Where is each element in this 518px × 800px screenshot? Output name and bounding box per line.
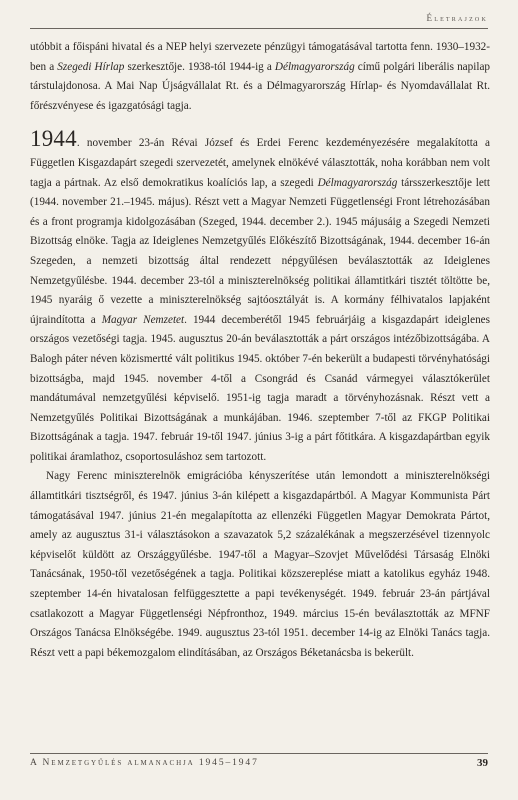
p1-italic-1: Szegedi Hírlap (57, 60, 125, 73)
paragraph-1 (30, 38, 490, 116)
p1-text-2: szerkesztője. 1938-tól 1944-ig a (124, 60, 275, 73)
p2-text-3: . 1944 decemberétől 1945 februárjáig a kisgazdapárt ideiglenes országos vezetőségi tagja. 1945. augusztus 20-án beválasztották a párt országos intézőbizottságába. A Balogh páter néven közismertté vált politikus 1945. október 7-én bekerült a budapesti törvényhatósági bizottságba, majd 1945. november 4-től a Csongrád és Csanád vármegyei választókerület mandátumával nemzetgyűlési képviselő. 1951-ig tagja maradt a törvényhozásnak. Részt vett a Nemzetgyűlés Politikai Bizottságának a munkájában. 1946. szeptember 7-től az FKGP Politikai Bizottságának a tagja. 1947. február 19-től 1947. június 3-ig a párt főtitkára. A kisgazdapártban egyik politikai áramlathoz, csoportosuláshoz sem tartozott. (30, 313, 490, 463)
footer-title: A Nemzetgyűlés almanachja 1945–1947 (30, 758, 259, 768)
p1-text-3: című polgári liberális napilap társtulajdonosa. A Mai Nap Újságvállalat Rt. és a Délmagyarország Hírlap- és Nyomdavállalat Rt. főrészvényese és igazgatósági tagja. (30, 60, 491, 112)
p1-text-1: utóbbit a főispáni hivatal és a NEP helyi szervezete pénzügyi támogatásával tartotta fenn. 1930–1932-ben a (30, 41, 490, 73)
p1-italic-2: Délmagyarország (274, 60, 355, 73)
p2-italic-2: Magyar Nemzetet (101, 313, 185, 326)
p2-text-1: . november 23-án Révai József és Erdei Ferenc kezdeményezésére megalakította a Független Kisgazdapárt szegedi szervezetét, amelynek elnökévé választották, noha korábban nem volt tagja a pártnak. Az első demokratikus koalíciós lap, a szegedi (30, 137, 490, 189)
p2-text-2: társszerkesztője lett (1944. november 21.–1945. május). Részt vett a Magyar Nemzeti Függetlenségi Front létrehozásában és a front programja kidolgozásában (Szeged, 1944. december 2.). 1945 májusáig a Szegedi Nemzeti Bizottság elnöke. Tagja az Ideiglenes Nemzetgyűlés Előkészítő Bizottságának, 1944. december 16-án Szegeden, a nemzeti bizottság által rendezett népgyűlésen beválasztották az Ideiglenes Nemzetgyűlésbe. 1944. december 23-tól a miniszterelnökség politikai államtitkári tisztét töltötte be, 1945 nyaráig ő vezette a miniszterelnökség sajtóosztályát is. A kormány félhivatalos lapjaként újraindította a (30, 176, 490, 326)
running-head: Életrajzok (426, 13, 488, 23)
header-rule (30, 28, 488, 29)
paragraph-3 (30, 467, 490, 663)
page-body (30, 38, 490, 663)
paragraph-2 (30, 126, 490, 467)
page-number: 39 (477, 757, 488, 769)
entry-year: 1944 (30, 126, 77, 152)
footer-rule (30, 753, 488, 754)
p3-text-1: Nagy Ferenc miniszterelnök emigrációba kényszerítése után lemondott a miniszterelnökségi államtitkári tisztségről, és 1947. június 3-án kilépett a kisgazdapártból. A Magyar Kommunista Párt támogatásával 1947. június 21-én megalapította az ellenzéki Független Magyar Demokrata Pártot, amely az augusztus 31-i választásokon a szavazatok 5,2 százalékának a megszerzésével tizennyolc képviselőt küldött az Országgyűlésbe. 1947-től a Magyar–Szovjet Művelődési Társaság Elnöki Tanácsának, 1950-től vezetőségének a tagja. Politikai közszereplése miatt a katolikus egyház 1948. szeptember 14-én hivatalosan felfüggesztette a papi tevékenységét. 1949. február 23-án pártjával csatlakozott a Magyar Függetlenségi Népfronthoz, 1949. március 15-én beválasztották az MFNF Országos Tanácsa Elnökségébe. 1949. augusztus 23-tól 1951. december 14-ig az Elnöki Tanács tagja. Részt vett a papi békemozgalom elindításában, az Országos Béketanácsba is bekerült. (30, 470, 490, 659)
p2-italic-1: Délmagyarország (317, 176, 398, 189)
